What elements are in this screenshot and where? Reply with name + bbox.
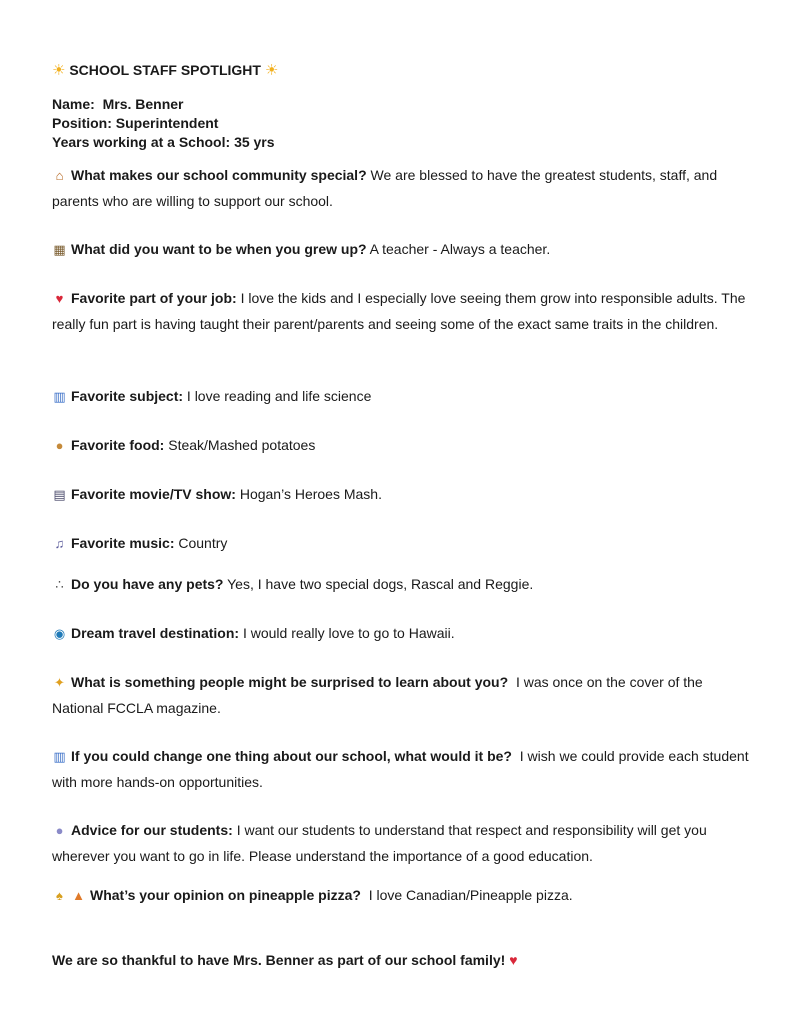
qa-item: ▥ If you could change one thing about our school, what would it be? I wish we could provide each student with more hands-on opportunities. xyxy=(52,744,752,794)
qa-item: ◉ Dream travel destination: I would really love to go to Hawaii. xyxy=(52,621,752,647)
qa-item: ▦ What did you want to be when you grew up? A teacher - Always a teacher. xyxy=(52,237,752,263)
sun-icon: ☀ xyxy=(52,62,66,79)
sun-icon: ☀ xyxy=(264,62,279,79)
crayons-icon: ▦ xyxy=(53,242,66,257)
clapper-icon: ▤ xyxy=(53,487,66,502)
title-text: SCHOOL STAFF SPOTLIGHT xyxy=(69,62,261,78)
paw-icon: ∴ xyxy=(55,577,64,592)
staff-info xyxy=(52,95,275,152)
qa-item: ♥ Favorite part of your job: I love the kids and I especially love seeing them grow into responsible adults. The really fun part is having taught their parent/parents and seeing some of the exact same traits in the children. xyxy=(52,286,752,336)
burger-icon: ● xyxy=(55,438,64,453)
books-icon: ▥ xyxy=(53,389,66,404)
name-line: Name: Mrs. Benner xyxy=(52,96,184,112)
sparkles-icon: ✦ xyxy=(54,675,65,690)
heart-icon: ♥ xyxy=(509,952,518,968)
pizza-icon: ▲ xyxy=(72,888,85,903)
qa-item: ♠ ▲ What’s your opinion on pineapple pizza? I love Canadian/Pineapple pizza. xyxy=(52,883,752,909)
qa-item: ∴ Do you have any pets? Yes, I have two special dogs, Rascal and Reggie. xyxy=(52,572,752,598)
qa-item: ♫ Favorite music: Country xyxy=(52,531,752,557)
heart-icon: ♥ xyxy=(55,291,64,306)
page-title xyxy=(52,61,278,79)
position-line: Position: Superintendent xyxy=(52,115,219,131)
qa-item: ▤ Favorite movie/TV show: Hogan’s Heroes Mash. xyxy=(52,482,752,508)
pineapple-icon: ♠ xyxy=(56,888,63,903)
qa-item: ● Favorite food: Steak/Mashed potatoes xyxy=(52,433,752,459)
qa-item: ● Advice for our students: I want our students to understand that respect and responsibility will get you wherever you want to go in life. Please understand the importance of a good education. xyxy=(52,818,752,868)
speech-bubble-icon: ● xyxy=(55,823,64,838)
qa-item: ▥ Favorite subject: I love reading and life science xyxy=(52,384,752,410)
music-note-icon: ♫ xyxy=(54,536,65,551)
closing-line: We are so thankful to have Mrs. Benner as part of our school family! ♥ xyxy=(52,952,518,968)
house-icon: ⌂ xyxy=(55,168,64,183)
qa-item: ✦ What is something people might be surprised to learn about you? I was once on the cover of the National FCCLA magazine. xyxy=(52,670,752,720)
qa-item: ⌂ What makes our school community special? We are blessed to have the greatest students, staff, and parents who are willing to support our school. xyxy=(52,163,752,213)
globe-icon: ◉ xyxy=(53,626,66,641)
books-icon: ▥ xyxy=(53,749,66,764)
years-line: Years working at a School: 35 yrs xyxy=(52,134,275,150)
